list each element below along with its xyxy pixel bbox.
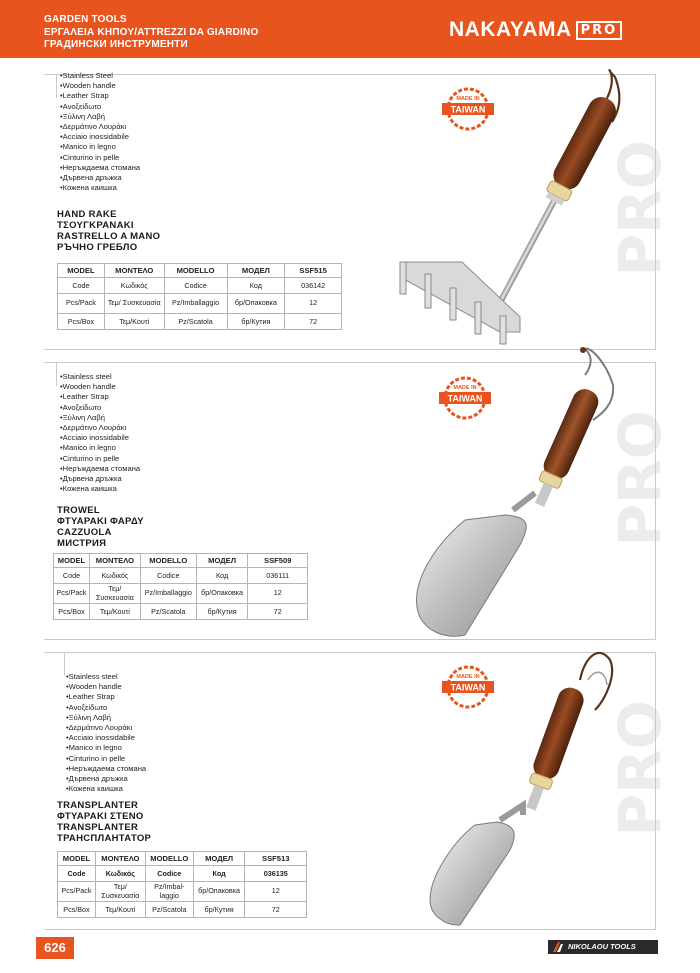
- feature-item: • Wooden handle: [66, 682, 146, 692]
- table-cell: 12: [245, 882, 307, 902]
- badge-main-text: TAIWAN: [450, 104, 486, 115]
- feature-item: • Wooden handle: [60, 382, 140, 392]
- watermark-text: PRO: [606, 410, 674, 547]
- table-cell: Codice: [164, 278, 227, 294]
- table-cell: бр/Кутия: [193, 902, 245, 918]
- feature-item: • Manico in legno: [66, 743, 146, 753]
- col-header: SSF515: [285, 264, 342, 278]
- category-line-gr-it: ΕΡΓΑΛΕΙΑ ΚΗΠΟΥ/ATTREZZI DA GIARDINO: [44, 26, 259, 38]
- feature-item: • Acciaio inossidabile: [66, 733, 146, 743]
- table-cell: 036135: [245, 866, 307, 882]
- table-cell: бр/Опаковка: [196, 584, 248, 604]
- feature-item: • Cinturino in pelle: [66, 754, 146, 764]
- table-row: [54, 604, 308, 620]
- table-cell: 12: [248, 584, 308, 604]
- feature-item: • Manico in legno: [60, 443, 140, 453]
- table-cell: Pz/Imballaggio: [164, 294, 227, 314]
- feature-item: • Acciaio inossidabile: [60, 433, 140, 443]
- title-line: РЪЧНО ГРЕБЛО: [57, 242, 138, 253]
- table-row: [58, 294, 342, 314]
- table-cell: Κωδικός: [104, 278, 164, 294]
- badge-top-text: MADE IN: [453, 385, 477, 391]
- feature-item: • Stainless steel: [66, 672, 146, 682]
- table-cell: Pcs/Pack: [58, 294, 105, 314]
- panel-divider: [56, 74, 57, 98]
- feature-item: • Дървена дръжка: [60, 474, 140, 484]
- category-line-bg: ГРАДИНСКИ ИНСТРУМЕНТИ: [44, 39, 188, 50]
- feature-list: [60, 71, 140, 193]
- category-line-en: GARDEN TOOLS: [44, 14, 127, 25]
- feature-item: • Cinturino in pelle: [60, 454, 140, 464]
- badge-top-text: MADE IN: [456, 674, 480, 680]
- feature-item: • Manico in legno: [60, 142, 140, 152]
- brand-suffix: PRO: [576, 21, 623, 40]
- col-header: MODELLO: [145, 852, 193, 866]
- watermark-text: PRO: [606, 700, 674, 837]
- table-cell: Τεμ/Κουτί: [104, 314, 164, 330]
- table-cell: Τεμ/Κουτί: [89, 604, 140, 620]
- table-cell: Pz/Imbal- laggio: [145, 882, 193, 902]
- feature-item: • Wooden handle: [60, 81, 140, 91]
- table-cell: 72: [245, 902, 307, 918]
- feature-item: • Дървена дръжка: [66, 774, 146, 784]
- table-cell: Pz/Imballaggio: [140, 584, 196, 604]
- feature-item: • Неръждаема стомана: [60, 464, 140, 474]
- panel-divider: [56, 362, 57, 386]
- table-cell: бр/Опаковка: [227, 294, 285, 314]
- table-cell: 036142: [285, 278, 342, 294]
- table-cell: Codice: [140, 568, 196, 584]
- watermark-text: PRO: [606, 140, 674, 277]
- table-cell: Pcs/Box: [54, 604, 90, 620]
- table-cell: Код: [193, 866, 245, 882]
- made-in-taiwan-badge: [440, 87, 496, 131]
- made-in-taiwan-badge: [437, 376, 493, 420]
- table-cell: 72: [248, 604, 308, 620]
- spec-table: [57, 851, 307, 918]
- table-cell: Τεμ/ Συσκευασία: [95, 882, 145, 902]
- badge-main-text: TAIWAN: [447, 393, 483, 404]
- title-line: TRANSPLANTER: [57, 822, 139, 833]
- badge-top-text: MADE IN: [456, 96, 480, 102]
- table-cell: Pz/Scatola: [164, 314, 227, 330]
- category-heading: [44, 14, 258, 52]
- feature-item: • Δερμάτινο Λουράκι: [66, 723, 146, 733]
- col-header: MODELLO: [140, 554, 196, 568]
- feature-item: • Неръждаема стомана: [60, 163, 140, 173]
- table-cell: Κωδικός: [95, 866, 145, 882]
- feature-item: • Дървена дръжка: [60, 173, 140, 183]
- panel-divider: [64, 652, 65, 676]
- title-line: RASTRELLO A MANO: [57, 231, 161, 242]
- spec-table: [57, 263, 342, 330]
- feature-list: [60, 372, 140, 494]
- col-header: MODEL: [54, 554, 90, 568]
- trowel-image: [395, 345, 625, 645]
- feature-item: • Кожена каишка: [66, 784, 146, 794]
- table-row: [58, 314, 342, 330]
- table-cell: 12: [285, 294, 342, 314]
- feature-item: • Ξύλινη Λαβή: [66, 713, 146, 723]
- table-row: [58, 278, 342, 294]
- table-cell: Τεμ/Κουτί: [95, 902, 145, 918]
- feature-item: • Ξύλινη Λαβή: [60, 112, 140, 122]
- col-header: МОДЕЛ: [196, 554, 248, 568]
- table-cell: Код: [196, 568, 248, 584]
- table-cell: Code: [58, 866, 96, 882]
- title-line: TROWEL: [57, 505, 100, 516]
- brand-logo: [449, 17, 622, 43]
- feature-item: • Leather Strap: [60, 91, 140, 101]
- table-cell: Pz/Scatola: [140, 604, 196, 620]
- feature-item: • Leather Strap: [60, 392, 140, 402]
- col-header: ΜΟΝΤΕΛΟ: [89, 554, 140, 568]
- table-cell: Τεμ/ Συσκευασία: [89, 584, 140, 604]
- title-line: ΦΤΥΑΡΑΚΙ ΣΤΕΝΟ: [57, 811, 144, 822]
- feature-item: • Cinturino in pelle: [60, 153, 140, 163]
- table-cell: Code: [54, 568, 90, 584]
- col-header: МОДЕЛ: [193, 852, 245, 866]
- feature-item: • Кожена каишка: [60, 183, 140, 193]
- table-cell: 036111: [248, 568, 308, 584]
- feature-item: • Ξύλινη Λαβή: [60, 413, 140, 423]
- table-row: [58, 902, 307, 918]
- distributor-name: NIKOLAOU TOOLS: [568, 942, 636, 951]
- page-header: [0, 0, 700, 58]
- table-cell: 72: [285, 314, 342, 330]
- table-cell: Code: [58, 278, 105, 294]
- feature-item: • Ανοξείδωτο: [60, 102, 140, 112]
- col-header: SSF509: [248, 554, 308, 568]
- title-line: TRANSPLANTER: [57, 800, 139, 811]
- col-header: MODEL: [58, 852, 96, 866]
- table-row: [58, 882, 307, 902]
- table-cell: Pcs/Pack: [58, 882, 96, 902]
- transplanter-image: [405, 630, 625, 930]
- nikolaou-mark-icon: [553, 942, 563, 952]
- table-cell: бр/Опаковка: [193, 882, 245, 902]
- table-cell: Код: [227, 278, 285, 294]
- feature-item: • Ανοξείδωτο: [60, 403, 140, 413]
- table-cell: Pz/Scatola: [145, 902, 193, 918]
- table-cell: Pcs/Box: [58, 314, 105, 330]
- feature-item: • Δερμάτινο Λουράκι: [60, 122, 140, 132]
- feature-item: • Leather Strap: [66, 692, 146, 702]
- made-in-taiwan-badge: [440, 665, 496, 709]
- brand-name: NAKAYAMA: [449, 18, 572, 41]
- table-cell: бр/Кутия: [227, 314, 285, 330]
- table-row: [54, 584, 308, 604]
- feature-item: • Кожена каишка: [60, 484, 140, 494]
- title-line: ТРАНСПЛАНТАТОР: [57, 833, 152, 844]
- feature-item: • Stainless steel: [60, 372, 140, 382]
- table-row: [54, 568, 308, 584]
- title-line: МИСТРИЯ: [57, 538, 107, 549]
- table-cell: бр/Кутия: [196, 604, 248, 620]
- table-cell: Pcs/Pack: [54, 584, 90, 604]
- distributor-logo: [548, 940, 658, 954]
- product-title: [57, 209, 160, 253]
- col-header: ΜΟΝΤΕΛΟ: [104, 264, 164, 278]
- col-header: MODEL: [58, 264, 105, 278]
- spec-table: [53, 553, 308, 620]
- feature-item: • Stainless Steel: [60, 71, 140, 81]
- title-line: HAND RAKE: [57, 209, 117, 220]
- table-cell: Codice: [145, 866, 193, 882]
- badge-main-text: TAIWAN: [450, 682, 486, 693]
- col-header: МОДЕЛ: [227, 264, 285, 278]
- product-title: [57, 800, 151, 844]
- title-line: ΦΤΥΑΡΑΚΙ ΦΑΡΔΥ: [57, 516, 144, 527]
- feature-item: • Неръждаема стомана: [66, 764, 146, 774]
- col-header: SSF513: [245, 852, 307, 866]
- table-row: [58, 866, 307, 882]
- table-cell: Κωδικός: [89, 568, 140, 584]
- title-line: ΤΣΟΥΓΚΡΑΝΑΚΙ: [57, 220, 134, 231]
- feature-item: • Acciaio inossidabile: [60, 132, 140, 142]
- hand-rake-image: [390, 62, 630, 347]
- table-cell: Pcs/Box: [58, 902, 96, 918]
- feature-list: [66, 672, 146, 794]
- page-number: 626: [36, 937, 74, 959]
- feature-item: • Ανοξείδωτο: [66, 703, 146, 713]
- table-cell: Τεμ/ Συσκευασία: [104, 294, 164, 314]
- title-line: CAZZUOLA: [57, 527, 112, 538]
- col-header: MODELLO: [164, 264, 227, 278]
- product-title: [57, 505, 144, 549]
- feature-item: • Δερμάτινο Λουράκι: [60, 423, 140, 433]
- col-header: ΜΟΝΤΕΛΟ: [95, 852, 145, 866]
